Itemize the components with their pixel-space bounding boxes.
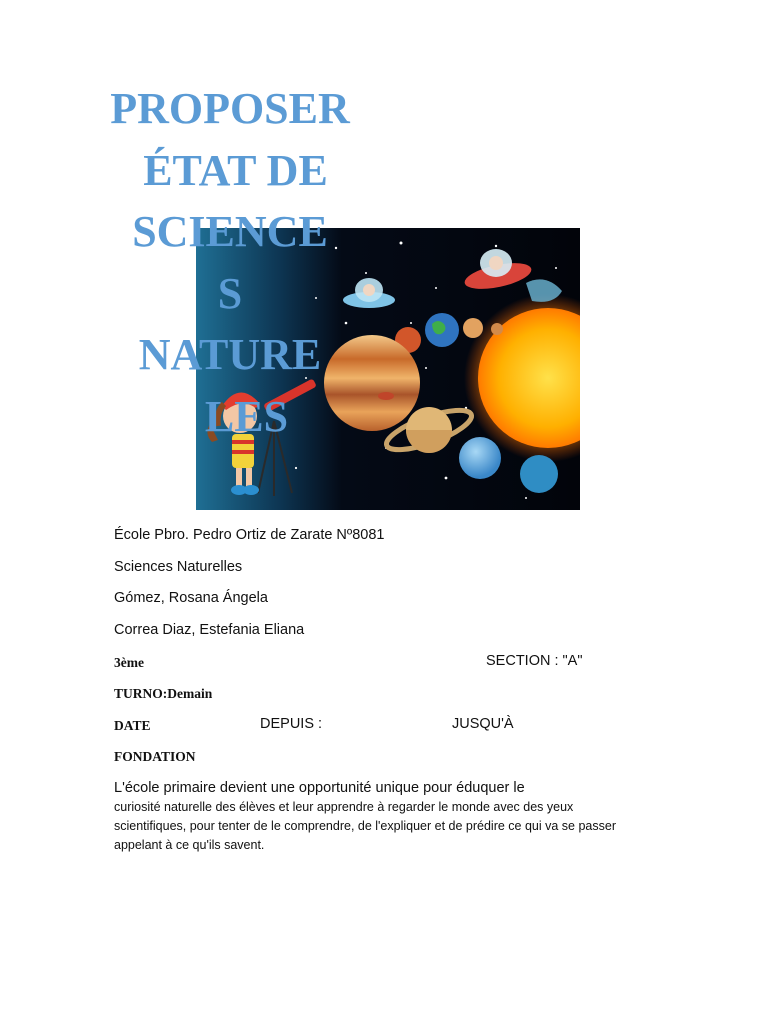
title-line: LES [171,391,289,441]
teacher-name-2: Correa Diaz, Estefania Eliana [114,622,305,638]
until-label: JUSQU'À [452,716,514,732]
grade-label: 3ème [114,655,144,670]
neptune-planet [520,455,558,493]
title-line: S [217,268,243,318]
turno-label: TURNO:Demain [114,686,213,701]
mercury-planet [491,323,503,335]
from-label: DEPUIS : [260,716,323,732]
section-label: SECTION : "A" [486,653,583,669]
date-label: DATE [114,718,151,733]
venus-planet [463,318,483,338]
paragraph-line: appelant à ce qu'ils savent. [114,838,265,852]
title-line: PROPOSER [110,84,350,133]
school-name: École Pbro. Pedro Ortiz de Zarate Nº8081 [114,527,385,543]
paragraph-line: curiosité naturelle des élèves et leur apprendre à regarder le monde avec des yeux [114,800,574,814]
uranus-planet [459,437,501,479]
title-line: SCIENCE [132,207,328,256]
foundation-paragraph [114,778,674,855]
document-title [100,78,360,447]
paragraph-line: L'école primaire devient une opportunité unique pour éduquer le [114,780,525,796]
paragraph-line: scientifiques, pour tenter de le comprendre, de l'expliquer et de prédire ce qui va se passer [114,819,616,833]
foundation-heading: FONDATION [114,749,196,764]
title-line: ÉTAT DE [132,145,328,195]
title-line: NATURE [138,330,322,379]
teacher-name-1: Gómez, Rosana Ángela [114,590,268,606]
subject-name: Sciences Naturelles [114,559,243,575]
